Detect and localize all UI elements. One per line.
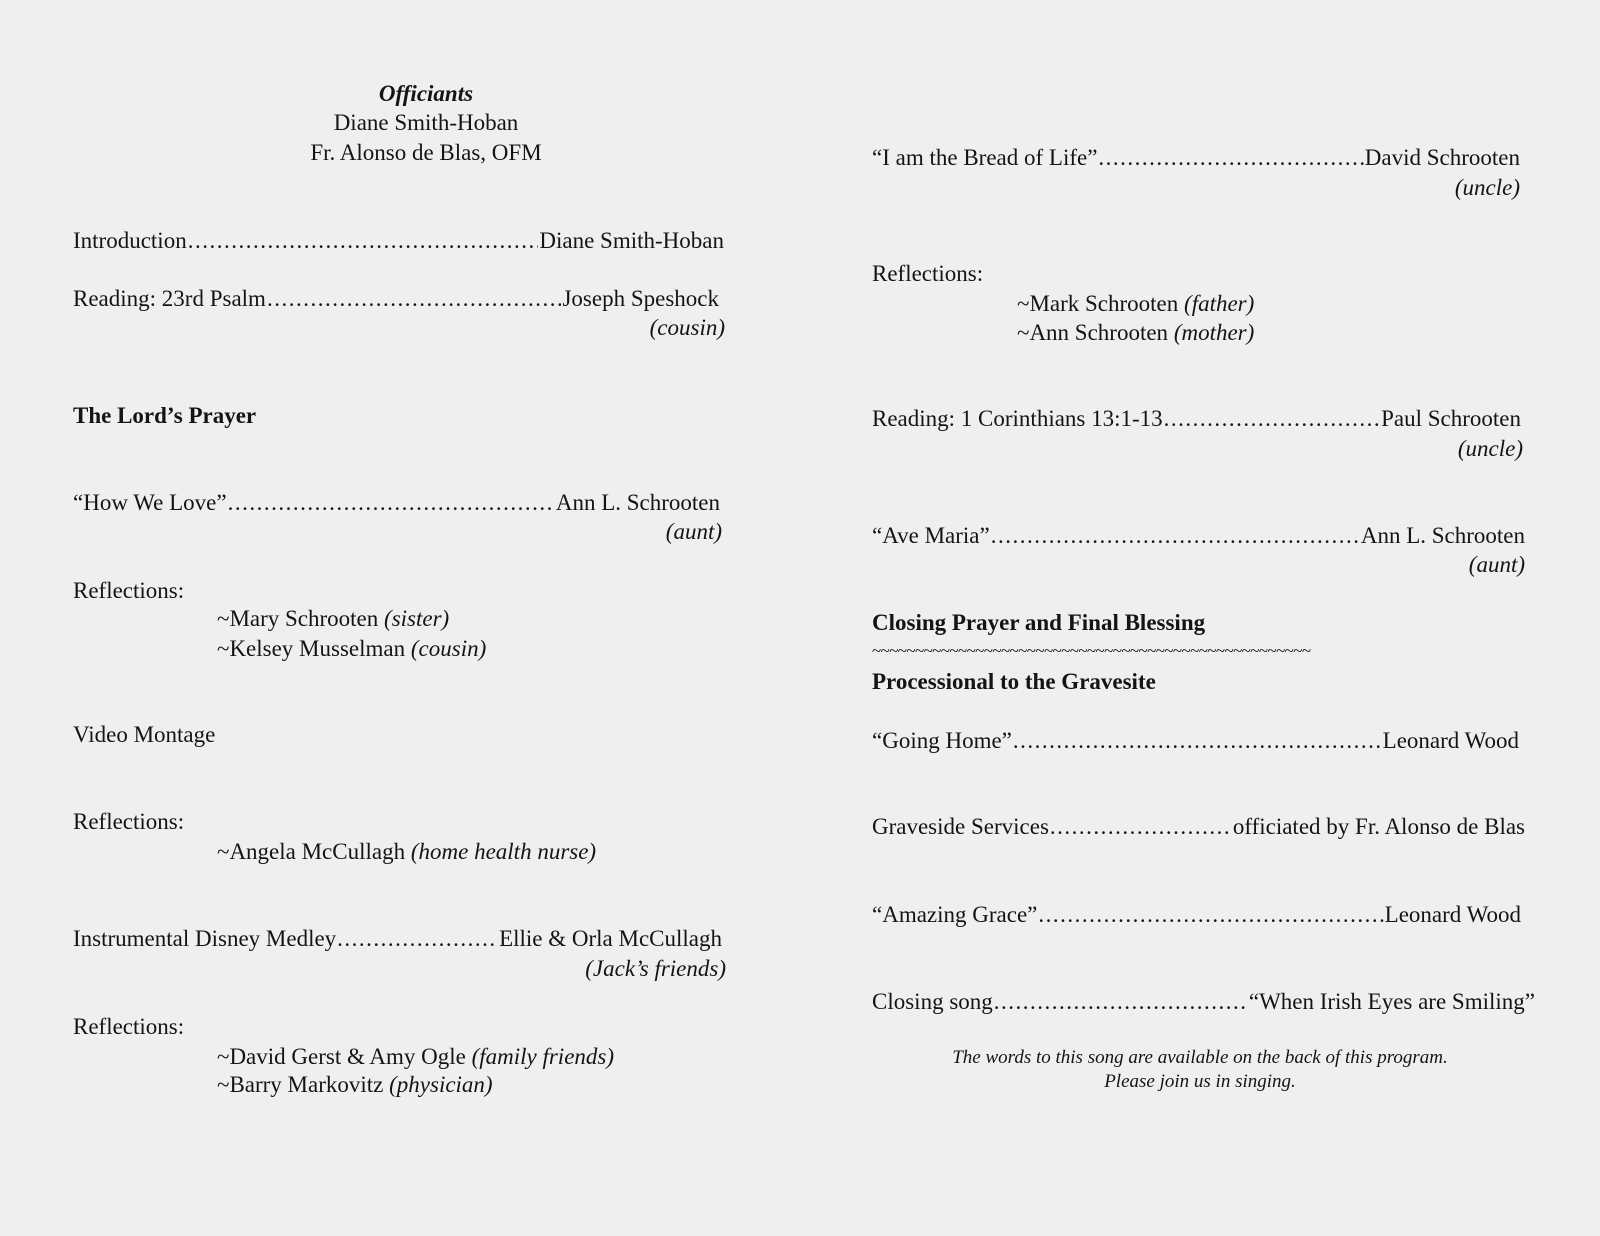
officiant-name: Fr. Alonso de Blas, OFM: [310, 140, 542, 165]
item-label: “How We Love”: [73, 490, 227, 515]
program-item-corinthians: [872, 406, 1521, 432]
speaker-name: ~Mark Schrooten: [1017, 291, 1179, 316]
program-item-closing-song: [872, 989, 1535, 1015]
speaker-name: ~Barry Markovitz: [217, 1072, 384, 1097]
item-label: Closing song: [872, 989, 993, 1014]
speaker-relation: (family friends): [471, 1044, 615, 1069]
dot-leader: [1164, 406, 1380, 432]
item-person: officiated by Fr. Alonso de Blas: [1232, 814, 1525, 839]
item-relation: (aunt): [1468, 552, 1525, 577]
program-item-amazing-grace: [872, 902, 1521, 928]
speaker-relation: (home health nurse): [410, 839, 597, 864]
program-item-bread-of-life: [872, 145, 1520, 171]
heading-closing-prayer: Closing Prayer and Final Blessing: [872, 610, 1206, 635]
item-relation: (cousin): [649, 315, 725, 340]
officiants-heading: Officiants: [378, 81, 474, 106]
item-label: “Ave Maria”: [872, 523, 990, 548]
program-item-going-home: [872, 728, 1519, 754]
program-item-graveside: [872, 814, 1525, 840]
item-person: Leonard Wood: [1384, 902, 1521, 927]
program-item-ave-maria: [872, 523, 1525, 549]
item-person: “When Irish Eyes are Smiling”: [1248, 989, 1535, 1014]
dot-leader: [991, 523, 1360, 549]
item-label: Reading: 1 Corinthians 13:1-13: [872, 406, 1163, 431]
item-person: Paul Schrooten: [1381, 406, 1521, 431]
item-relation: (uncle): [1454, 175, 1520, 200]
item-person: Leonard Wood: [1382, 728, 1519, 753]
dot-leader: [994, 989, 1248, 1015]
reflections-label: Reflections:: [73, 578, 185, 603]
program-item-introduction: [73, 228, 724, 254]
program-item-how-we-love: [73, 490, 720, 516]
speaker-relation: (mother): [1173, 320, 1255, 345]
song-note: Please join us in singing.: [1104, 1071, 1296, 1092]
item-relation: (uncle): [1457, 436, 1523, 461]
dot-leader: [1050, 814, 1232, 840]
speaker-relation: (physician): [389, 1072, 493, 1097]
reflection-speaker: [1017, 291, 1254, 317]
speaker-name: ~David Gerst & Amy Ogle: [217, 1044, 466, 1069]
reflection-speaker: [217, 839, 596, 865]
reflections-label: Reflections:: [73, 809, 185, 834]
reflection-speaker: [217, 1072, 493, 1098]
dot-leader: [1013, 728, 1382, 754]
item-label: “I am the Bread of Life”: [872, 145, 1098, 170]
song-note: The words to this song are available on the back of this program.: [952, 1047, 1448, 1068]
item-person: David Schrooten: [1364, 145, 1520, 170]
item-person: Ellie & Orla McCullagh: [499, 926, 722, 951]
item-label: Instrumental Disney Medley: [73, 926, 337, 951]
speaker-relation: (cousin): [410, 636, 487, 661]
reflection-speaker: [1017, 320, 1254, 346]
dot-leader: [1038, 902, 1383, 928]
dot-leader: [337, 926, 498, 952]
reflection-speaker: [217, 636, 486, 662]
reflection-speaker: [217, 1044, 614, 1070]
item-label: Reading: 23rd Psalm: [73, 286, 266, 311]
tilde-divider: ~~~~~~~~~~~~~~~~~~~~~~~~~~~~~~~~~~~~~~~~~~~~~~~~~~~: [872, 641, 1311, 660]
reflection-speaker: [217, 606, 449, 632]
video-montage: Video Montage: [73, 722, 216, 747]
reflections-label: Reflections:: [872, 261, 984, 286]
dot-leader: [188, 228, 539, 254]
item-relation: (Jack’s friends): [585, 956, 726, 981]
speaker-name: ~Mary Schrooten: [217, 606, 379, 631]
speaker-relation: (father): [1184, 291, 1255, 316]
item-relation: (aunt): [665, 519, 722, 544]
reflections-label: Reflections:: [73, 1014, 185, 1039]
speaker-name: ~Angela McCullagh: [217, 839, 406, 864]
heading-lords-prayer: The Lord’s Prayer: [73, 403, 257, 428]
dot-leader: [228, 490, 555, 516]
item-label: Graveside Services: [872, 814, 1049, 839]
program-item-psalm: [73, 286, 719, 312]
heading-processional: Processional to the Gravesite: [872, 669, 1156, 694]
speaker-name: ~Ann Schrooten: [1017, 320, 1169, 345]
item-person: Ann L. Schrooten: [555, 490, 720, 515]
speaker-relation: (sister): [384, 606, 450, 631]
item-person: Ann L. Schrooten: [1360, 523, 1525, 548]
speaker-name: ~Kelsey Musselman: [217, 636, 406, 661]
officiant-name: Diane Smith-Hoban: [333, 110, 519, 135]
item-person: Joseph Speshock: [562, 286, 719, 311]
item-label: “Going Home”: [872, 728, 1012, 753]
program-item-disney-medley: [73, 926, 722, 952]
dot-leader: [1098, 145, 1363, 171]
item-person: Diane Smith-Hoban: [539, 228, 724, 253]
dot-leader: [267, 286, 562, 312]
item-label: Introduction: [73, 228, 187, 253]
item-label: “Amazing Grace”: [872, 902, 1038, 927]
